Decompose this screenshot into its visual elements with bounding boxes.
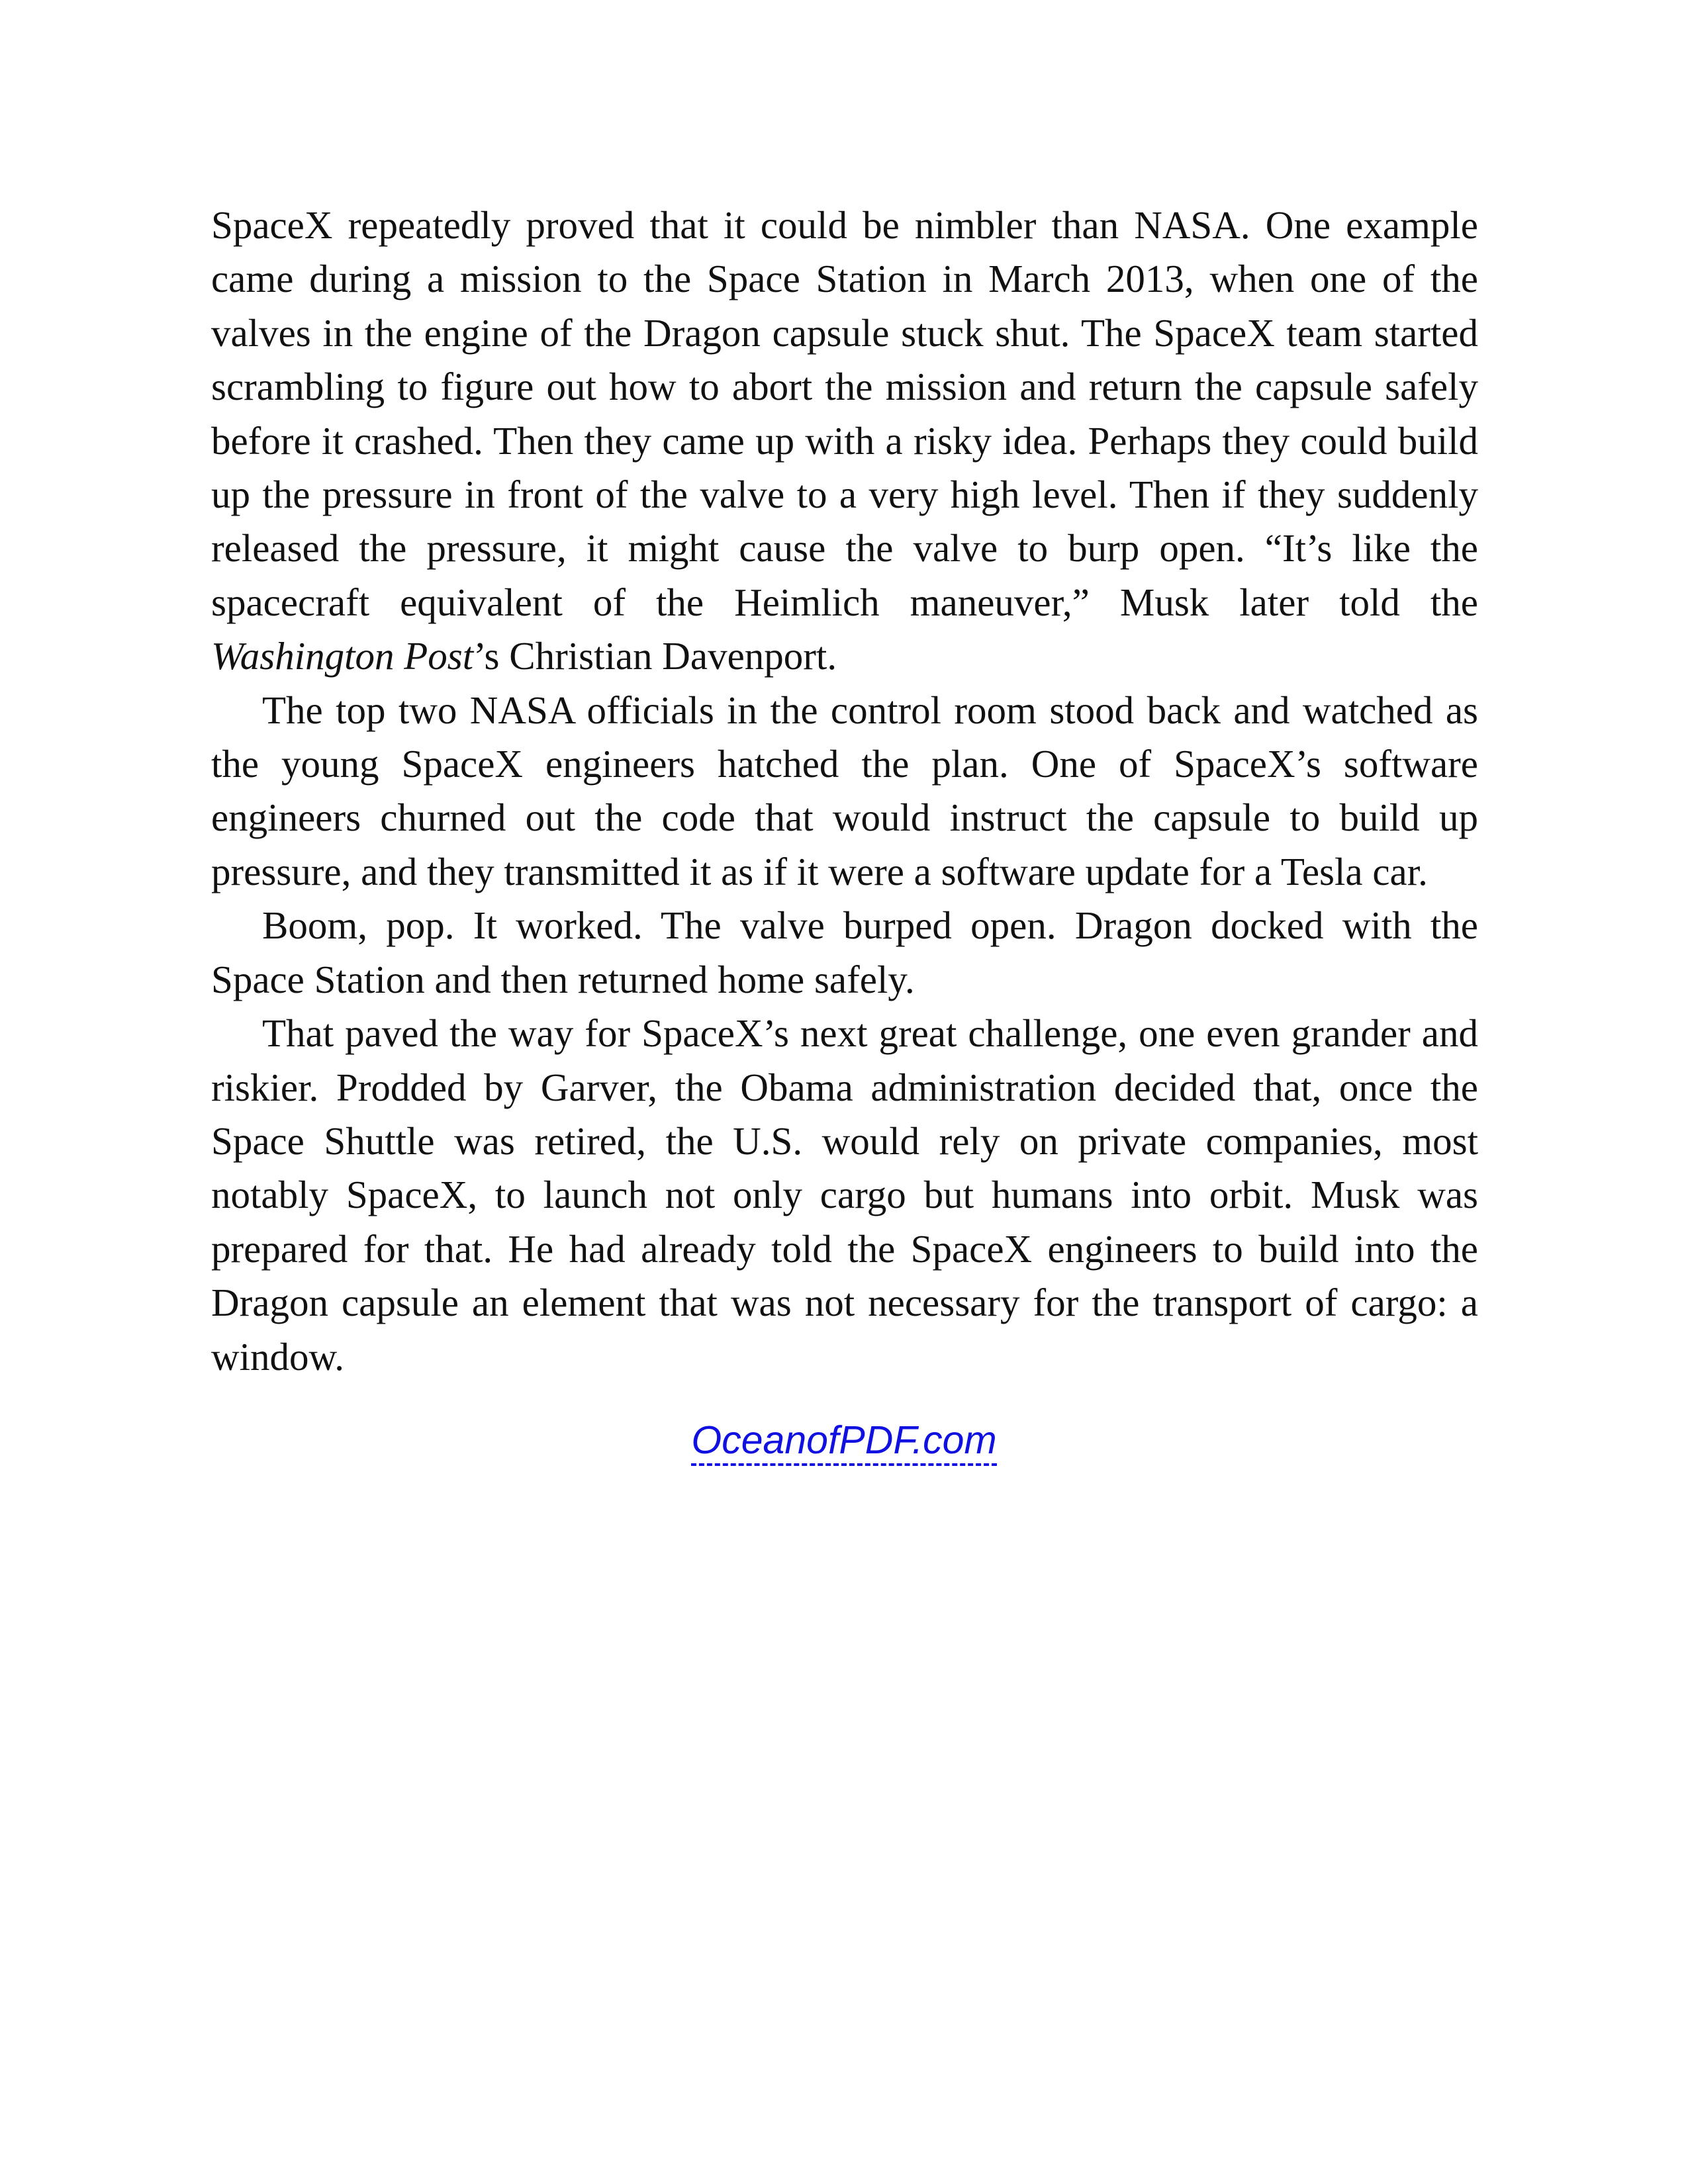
source-link[interactable]: OceanofPDF.com [691, 1418, 996, 1466]
paragraph-1 [211, 199, 1478, 684]
body-text [211, 199, 1478, 1384]
paragraph-1-text: SpaceX repeatedly proved that it could be nimbler than NASA. One example came during a mission to the Space Station in March 2013, when one of the valves in the engine of the Dragon capsule stuck shut. The SpaceX team started scrambling to figure out how to abort the mission and return the capsule safely before it crashed. Then they came up with a risky idea. Perhaps they could build up the pressure in front of the valve to a very high level. Then if they suddenly released the pressure, it might cause the valve to burp open. “It’s like the spacecraft equivalent of the Heimlich maneuver,” Musk later told the [211, 203, 1478, 624]
publication-title: Washington Post [211, 634, 474, 678]
footer-link-container [0, 1418, 1688, 1463]
paragraph-4: That paved the way for SpaceX’s next great challenge, one even grander and riskier. Prodded by Garver, the Obama administration decided that, once the Space Shuttle was retired, the U.S. would rely on private companies, most notably SpaceX, to launch not only cargo but humans into orbit. Musk was prepared for that. He had already told the SpaceX engineers to build into the Dragon capsule an element that was not necessary for the transport of cargo: a window. [211, 1011, 1478, 1379]
paragraph-1-tail: ’s Christian Davenport. [473, 634, 837, 678]
paragraph-2: The top two NASA officials in the control room stood back and watched as the young SpaceX engineers hatched the plan. One of SpaceX’s software engineers churned out the code that would instruct the capsule to build up pressure, and they transmitted it as if it were a software update for a Tesla car. [211, 688, 1478, 893]
paragraph-3: Boom, pop. It worked. The valve burped open. Dragon docked with the Space Station and then returned home safely. [211, 903, 1478, 1001]
